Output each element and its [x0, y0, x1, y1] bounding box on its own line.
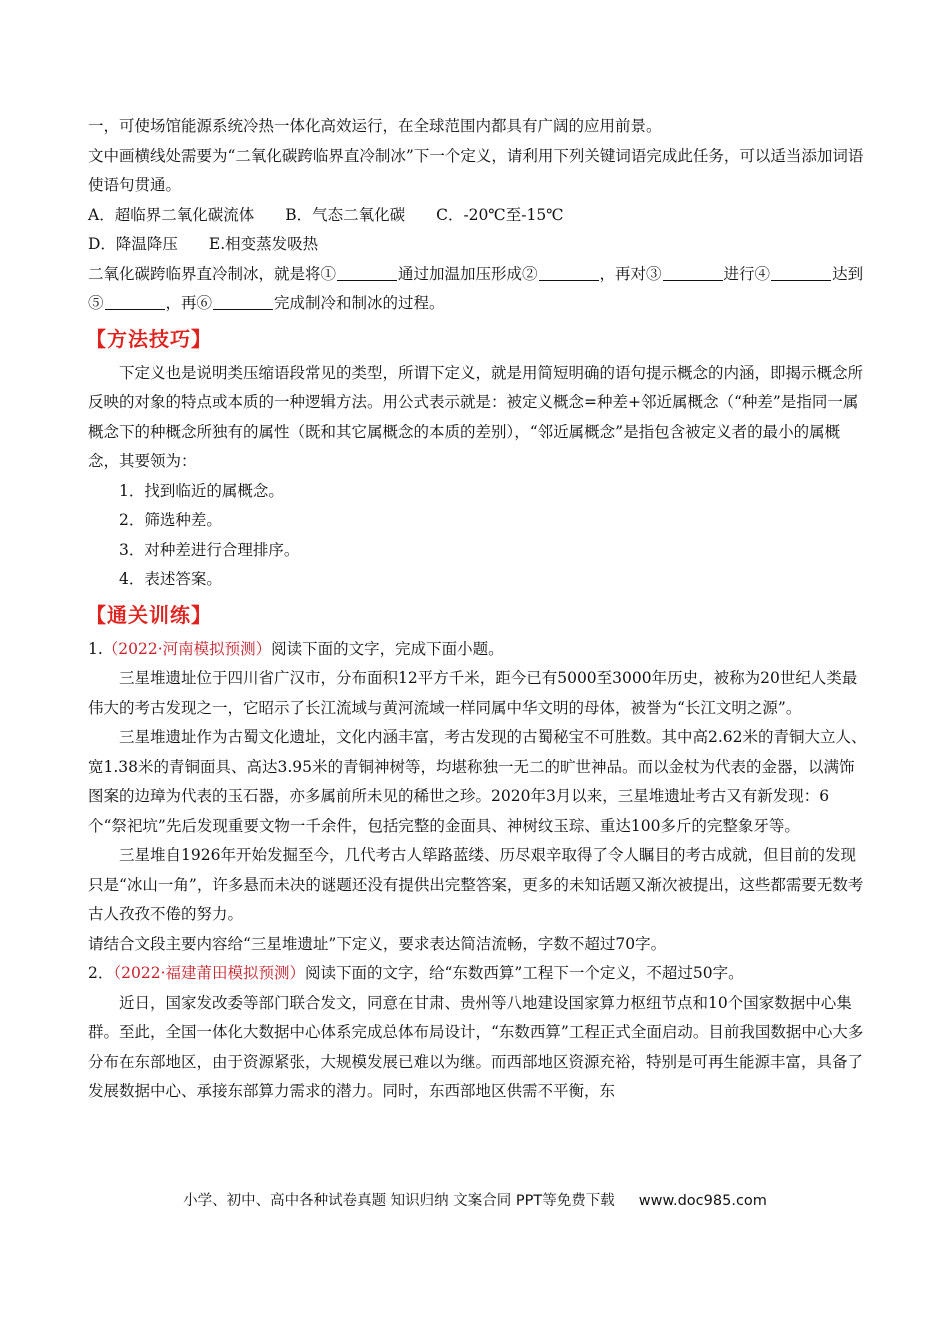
question-1-paragraph-2: 三星堆遗址作为古蜀文化遗址，文化内涵丰富，考古发现的古蜀秘宝不可胜数。其中高2.62米的青铜大立人、宽1.38米的青铜面具、高达3.95米的青铜神树等，均堪称独一无二的旷世神品。而以金杖为代表的金器，以满饰图案的边璋为代表的玉石器，亦多属前所未见的稀世之珍。2020年3月以来，三星堆遗址考古又有新发现：6个“祭祀坑”先后发现重要文物一千余件，包括完整的金面具、神树纹玉琮、重达100多斤的完整象牙等。: [88, 728, 867, 835]
blank-5[interactable]: [105, 293, 165, 310]
method-step-3: 3．对种差进行合理排序。: [119, 540, 300, 559]
footer-text: 小学、初中、高中各种试卷真题 知识归纳 文案合同 PPT等免费下载: [183, 1193, 615, 1209]
question-1-header: [88, 635, 868, 665]
question-2-number: 2．: [88, 964, 114, 982]
fill-part-4: 进行④: [723, 264, 771, 283]
footer-url[interactable]: www.doc985.com: [638, 1193, 767, 1209]
fill-part-5: 达到⑤: [88, 264, 864, 312]
intro-instruction: 文中画横线处需要为“二氧化碳跨临界直冷制冰”下一个定义，请利用下列关键词语完成此任务，可以适当添加词语使语句贯通。: [88, 146, 864, 194]
fill-part-1: 二氧化碳跨临界直冷制冰，就是将①: [88, 264, 337, 283]
intro-line-1: 一，可使场馆能源系统冷热一体化高效运行，在全球范围内都具有广阔的应用前景。: [88, 117, 662, 135]
method-step-1: 1．找到临近的属概念。: [119, 481, 284, 500]
page-footer: [0, 1189, 950, 1210]
question-2-prompt: 阅读下面的文字，给“东数西算”工程下一个定义，不超过50字。: [305, 964, 744, 982]
blank-3[interactable]: [663, 264, 723, 281]
question-1-number: 1.: [88, 639, 103, 658]
question-1-prompt: 阅读下面的文字，完成下面小题。: [271, 639, 504, 658]
blank-6[interactable]: [213, 293, 273, 310]
page-content: [88, 112, 868, 1107]
fill-part-7: 完成制冷和制冰的过程。: [274, 294, 445, 312]
question-2-paragraph: 近日，国家发改委等部门联合发文，同意在甘肃、贵州等八地建设国家算力枢纽节点和10个国家数据中心集群。至此，全国一体化大数据中心体系完成总体布局设计，“东数西算”工程正式全面启动。目前我国数据中心大多分布在东部地区，由于资源紧张，大规模发展已难以为继。而西部地区资源充裕，特别是可再生能源丰富，具备了发展数据中心、承接东部算力需求的潜力。同时，东西部地区供需不平衡，东: [88, 993, 864, 1100]
method-step-2: 2．筛选种差。: [119, 511, 222, 529]
options-row-2: D．降温降压 E.相变蒸发吸热: [88, 235, 319, 253]
method-step-4: 4．表述答案。: [119, 570, 222, 588]
method-paragraph: 下定义也是说明类压缩语段常见的类型，所谓下定义，就是用简短明确的语句提示概念的内涵，即揭示概念所反映的对象的特点或本质的一种逻辑方法。用公式表示就是：被定义概念=种差+邻近属概念（“种差”是指同一属概念下的种概念所独有的属性（既和其它属概念的本质的差别），“邻近属概念”是指包含被定义者的最小的属概念，其要领为：: [88, 363, 864, 470]
question-1-paragraph-1: 三星堆遗址位于四川省广汉市，分布面积12平方千米，距今已有5000至3000年历史，被称为20世纪人类最伟大的考古发现之一，它昭示了长江流域与黄河流域一样同属中华文明的母体，被誉为“长江文明之源”。: [88, 669, 858, 717]
method-heading: 【方法技巧】: [86, 326, 212, 351]
blank-1[interactable]: [337, 264, 397, 281]
question-1-task: 请结合文段主要内容给“三星堆遗址”下定义，要求表达简洁流畅，字数不超过70字。: [88, 934, 667, 953]
question-2-source: （2022·福建莆田模拟预测）: [113, 964, 305, 982]
fill-in-sentence: [88, 260, 868, 319]
blank-2[interactable]: [539, 264, 599, 281]
fill-part-3: ，再对③: [599, 264, 662, 283]
training-heading: 【通关训练】: [86, 602, 212, 627]
options-row-1: A．超临界二氧化碳流体 B．气态二氧化碳 C．-20℃至-15℃: [88, 205, 564, 224]
fill-part-2: 通过加温加压形成②: [398, 264, 538, 283]
question-1-source: （2022·河南模拟预测）: [102, 639, 272, 658]
fill-part-6: ，再⑥: [165, 294, 213, 312]
blank-4[interactable]: [771, 264, 831, 281]
question-2-header: [88, 959, 868, 989]
question-1-paragraph-3: 三星堆自1926年开始发掘至今，几代考古人筚路蓝缕、历尽艰辛取得了令人瞩目的考古成就，但目前的发现只是“冰山一角”，许多悬而未决的谜题还没有提供出完整答案，更多的未知话题又渐次被提出，这些都需要无数考古人孜孜不倦的努力。: [88, 846, 864, 923]
